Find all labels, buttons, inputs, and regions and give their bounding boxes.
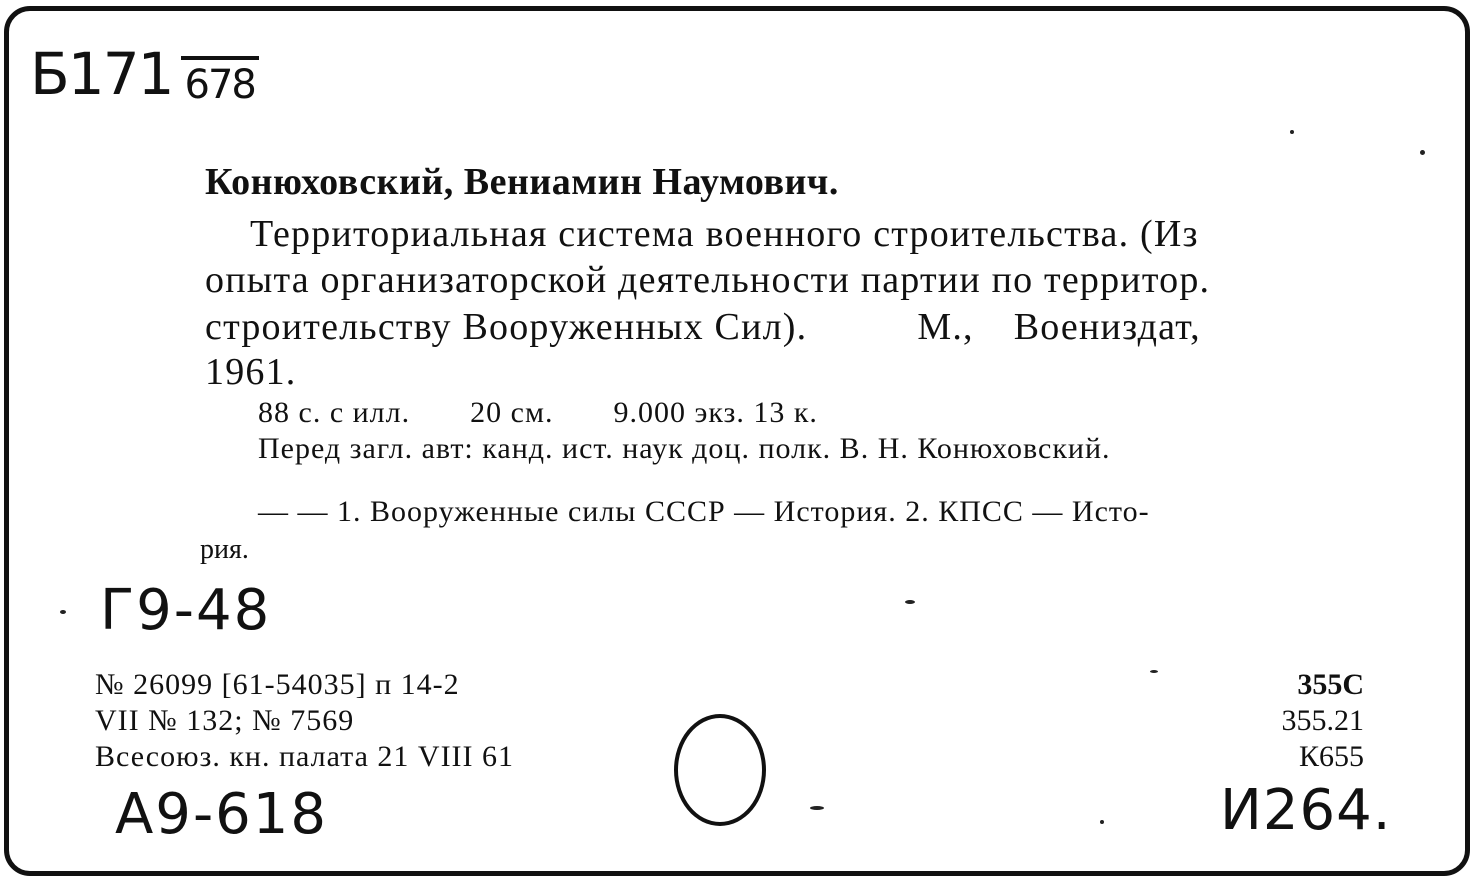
title-line-3 xyxy=(205,305,1201,349)
print-speck xyxy=(810,806,824,810)
handwritten-shelf-mark xyxy=(30,40,259,108)
print-speck xyxy=(1420,150,1425,155)
print-speck xyxy=(905,600,915,604)
collation-pages: 88 с. с илл. xyxy=(258,396,411,429)
author-heading: Конюховский, Вениамин Наумович. xyxy=(205,161,839,203)
handwritten-bottom-right-note: И264. xyxy=(1220,778,1392,843)
footer-line-1: № 26099 [61-54035] п 14-2 xyxy=(95,668,460,701)
card-punch-hole xyxy=(674,714,766,826)
footer-line-2: VII № 132; № 7569 xyxy=(95,704,355,737)
shelf-mark-denominator: 678 xyxy=(181,56,259,108)
publisher: Воениздат, xyxy=(1013,306,1201,348)
publication-year: 1961. xyxy=(205,351,297,393)
print-speck xyxy=(1290,130,1294,134)
handwritten-middle-note: Г9-48 xyxy=(100,578,272,643)
classification-code-2: 355.21 xyxy=(1281,704,1364,737)
handwritten-bottom-left-note: А9-618 xyxy=(115,782,329,847)
classification-code-3: К655 xyxy=(1298,740,1364,773)
subject-headings-line-1: — — 1. Вооруженные силы СССР — История. 2. КПСС — Исто- xyxy=(258,495,1150,528)
subject-headings-line-2: рия. xyxy=(200,534,249,565)
collation-size: 20 см. xyxy=(470,396,554,429)
collation-copies-price: 9.000 экз. 13 к. xyxy=(613,396,818,429)
publication-place: М., xyxy=(917,306,974,348)
collation-line xyxy=(258,396,818,430)
title-line-3-text: строительству Вооруженных Сил). xyxy=(205,306,808,348)
footer-line-3: Всесоюз. кн. палата 21 VIII 61 xyxy=(95,740,515,773)
title-line-1: Территориальная система военного строительства. (Из xyxy=(250,213,1199,255)
shelf-mark-number: Б171 xyxy=(30,40,173,108)
print-speck xyxy=(1150,670,1158,673)
print-speck xyxy=(60,610,66,614)
author-note: Перед загл. авт: канд. ист. наук доц. полк. В. Н. Конюховский. xyxy=(258,432,1111,465)
print-speck xyxy=(1100,820,1104,824)
title-line-2: опыта организаторской деятельности партии по территор. xyxy=(205,259,1211,301)
classification-code-1: 355С xyxy=(1297,668,1364,701)
